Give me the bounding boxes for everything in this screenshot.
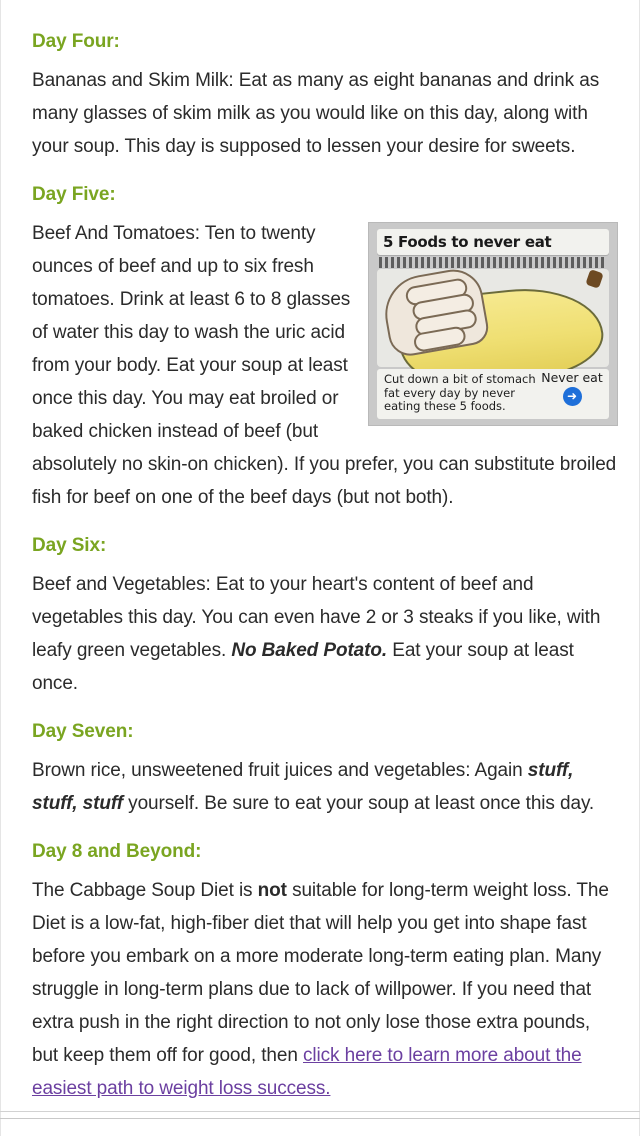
day-eight-text-part2: suitable for long-term weight loss. The Diet is a low-fat, high-fiber diet that will help you get into shape fast before you embark on a more moderate long-term eating plan. Many struggle in long-term plans due to lack of willpower. If you need that extra push in the right direction to not only lose those extra pounds, but keep them off for good, then [32, 880, 609, 1066]
day-eight-text-part1: The Cabbage Soup Diet is [32, 880, 258, 901]
section-text-day-six [32, 568, 620, 700]
ad-badge-text: Never eat [541, 370, 603, 385]
section-heading-day-six: Day Six: [32, 535, 107, 556]
section-text-day-eight [32, 874, 620, 1105]
clipped-previous-line [32, 0, 620, 10]
section-heading-day-eight: Day 8 and Beyond: [32, 841, 202, 862]
day-six-text-part2: Eat your soup at least once. [32, 640, 574, 694]
page-left-edge [0, 0, 1, 1136]
ad-badge[interactable] [541, 371, 603, 406]
section-heading-day-five: Day Five: [32, 184, 116, 205]
ad-title-text: 5 Foods to never eat [383, 233, 552, 251]
ad-title-bar [377, 229, 609, 255]
day-seven-text-part1: Brown rice, unsweetened fruit juices and vegetables: Again [32, 760, 528, 781]
day-seven-emphasis: stuff, stuff, stuff [32, 760, 574, 814]
arrow-right-icon[interactable]: ➜ [563, 387, 582, 406]
ad-caption-text: Cut down a bit of stomach fat every day by never eating these 5 foods. [384, 372, 536, 413]
footer-divider-secondary [0, 1118, 640, 1119]
footer-divider [0, 1111, 640, 1112]
section-text-day-five: Beef And Tomatoes: Ten to twenty ounces of beef and up to six fresh tomatoes. Drink at least 6 to 8 glasses of water this day to wash the uric acid from your body. Eat your soup at least once this day. You may eat broiled or baked chicken instead of beef (but absolutely no skin-on chicken). If you prefer, you can substitute broiled fish for beef on one of the beef days (but not both). [32, 223, 617, 508]
ad-image-card[interactable] [368, 222, 618, 426]
day-seven-text-part2: yourself. Be sure to eat your soup at least once this day. [122, 793, 595, 814]
section-heading-day-seven: Day Seven: [32, 721, 134, 742]
ad-caption-bar [377, 369, 609, 419]
section-heading-day-four: Day Four: [32, 31, 120, 52]
ad-dotted-divider-icon [379, 257, 607, 268]
weight-loss-link[interactable]: click here to learn more about the easiest path to weight loss success. [32, 1045, 582, 1099]
ad-illustration [377, 269, 609, 367]
day-six-emphasis: No Baked Potato. [231, 640, 388, 661]
day-eight-emphasis: not [257, 880, 287, 901]
clipped-previous-line-text [32, 0, 236, 8]
day-six-text-part1: Beef and Vegetables: Eat to your heart's content of beef and vegetables this day. You can even have 2 or 3 steaks if you like, with leafy green vegetables. [32, 574, 601, 661]
section-text-day-four: Bananas and Skim Milk: Eat as many as eight bananas and drink as many glasses of skim milk as you would like on this day, along with your soup. This day is supposed to lessen your desire for sweets. [32, 70, 600, 157]
section-text-day-seven [32, 754, 620, 820]
